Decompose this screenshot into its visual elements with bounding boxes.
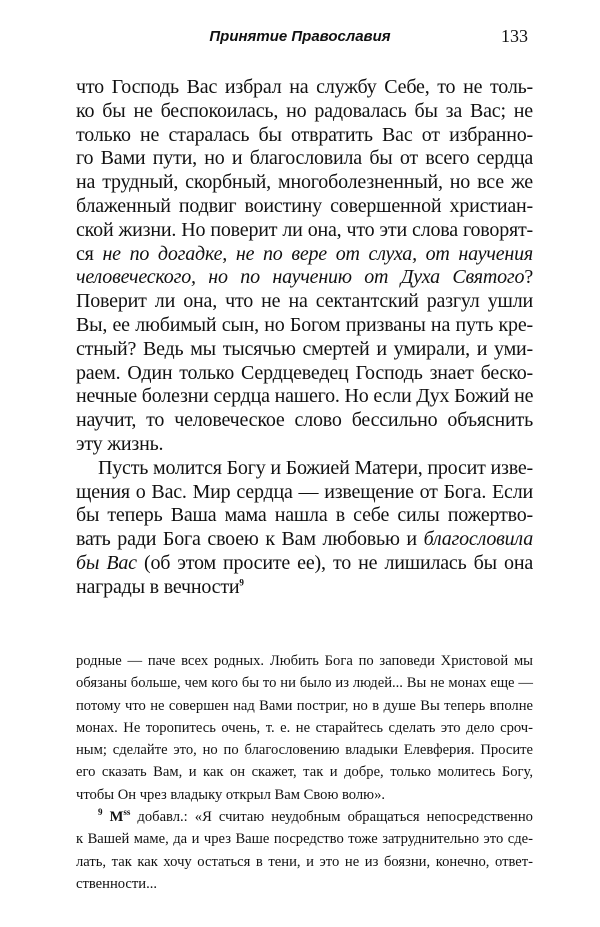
text-line xyxy=(76,338,533,362)
text-line xyxy=(76,433,533,457)
running-header-title: Принятие Православия xyxy=(209,28,391,45)
footnote-line xyxy=(76,828,533,850)
text-line xyxy=(76,100,533,124)
text-segment: только не старалась бы отвратить Вас от избранно- xyxy=(76,123,533,146)
footnote-line xyxy=(76,739,533,761)
text-line xyxy=(76,576,533,600)
text-segment: го Вами пути, но и благословила бы от всего сердца xyxy=(76,147,533,170)
text-segment: блаженный подвиг воистину совершенной христиан- xyxy=(76,194,533,217)
footnote-line xyxy=(76,761,533,783)
text-line xyxy=(76,552,533,576)
footnote-text: чтобы Он чрез владыку открыл Вам Свою волю». xyxy=(76,786,386,803)
text-segment: не по догадке, не по вере от слуха, от научения xyxy=(102,242,533,265)
text-line xyxy=(76,314,533,338)
text-segment: раем. Один только Сердцеведец Господь знает беско- xyxy=(76,361,533,384)
footnote-line xyxy=(76,784,533,806)
text-line xyxy=(76,266,533,290)
footnote-text: потому что не совершен над Вами постриг, но в душе Вы теперь вполне xyxy=(76,697,533,714)
text-line xyxy=(76,171,533,195)
text-line xyxy=(76,362,533,386)
text-segment: Пусть молится Богу и Божией Матери, просит изве- xyxy=(98,456,533,479)
footnote-line xyxy=(76,672,533,694)
footnote-text: к Вашей маме, да и чрез Ваше посредство тоже затруднительно это сде- xyxy=(76,831,533,848)
text-line xyxy=(76,504,533,528)
footnote-line xyxy=(76,717,533,739)
text-line xyxy=(76,457,533,481)
footnote-ref: 9 xyxy=(239,577,244,588)
footnote-text: его сказать Вам, и как он скажет, так и добре, только молитесь Богу, xyxy=(76,764,533,781)
footnote-text: ственности... xyxy=(76,875,158,892)
text-line xyxy=(76,409,533,433)
text-segment: щения о Вас. Мир сердца — извещение от Бога. Если xyxy=(76,480,533,503)
text-line xyxy=(76,481,533,505)
text-segment: ? xyxy=(524,266,533,289)
text-line xyxy=(76,528,533,552)
text-line xyxy=(76,243,533,267)
footnote-text: обязаны больше, чем кого бы то ни было из людей... Вы не монах еще — xyxy=(76,675,533,692)
footnote-line xyxy=(76,873,533,895)
page-number: 133 xyxy=(501,26,528,46)
text-segment: награды в вечности xyxy=(76,575,240,598)
text-segment: нечные болезни сердца нашего. Но если Дух Божий не xyxy=(76,385,534,408)
footnote-author: М xyxy=(109,809,124,826)
text-segment: ко бы не беспокоилась, но радовалась бы за Вас; не xyxy=(76,99,533,122)
text-line xyxy=(76,219,533,243)
text-segment: Вы, ее любимый сын, но Богом призваны на путь кре- xyxy=(76,313,533,336)
footnote-text: ным; сделайте это, но по благословению владыки Елевферия. Просите xyxy=(76,742,533,759)
text-segment: вать ради Бога своею к Вам любовью и xyxy=(76,528,424,551)
text-segment: Поверит ли она, что не на сектантский разгул ушли xyxy=(76,290,533,313)
text-segment: ся xyxy=(76,242,103,265)
text-line xyxy=(76,76,533,100)
text-segment: эту жизнь. xyxy=(76,432,164,455)
text-line xyxy=(76,124,533,148)
text-segment: бы Вас xyxy=(76,551,137,574)
text-segment: на трудный, скорбный, многоболезненный, но все же xyxy=(76,171,533,194)
footnote-line xyxy=(76,851,533,873)
footnote-text: лать, так как хочу остаться в тени, и это не из боязни, конечно, ответ- xyxy=(76,853,533,870)
text-segment: ской жизни. Но поверит ли она, что эти слова говорят- xyxy=(76,218,533,241)
text-line xyxy=(76,147,533,171)
text-line xyxy=(76,385,533,409)
footnote-author-sup: ss xyxy=(123,807,131,818)
text-segment: что Господь Вас избрал на службу Себе, то не толь- xyxy=(76,76,533,98)
text-segment: человеческого, но по научению от Духа Святого xyxy=(76,266,525,289)
footnote-text: монах. Не торопитесь очень, т. е. не старайтесь сделать это дело сроч- xyxy=(76,719,533,736)
text-segment: научит, то человеческое слово бессильно объяснить xyxy=(76,409,533,432)
text-line xyxy=(76,290,533,314)
text-segment: благословила xyxy=(423,528,533,551)
footnote-line xyxy=(76,695,533,717)
main-text xyxy=(76,76,533,600)
footnote-text: родные — паче всех родных. Любить Бога по заповеди Христовой мы xyxy=(76,653,533,669)
footnote-text: добавл.: «Я считаю неудобным обращаться непосредственно xyxy=(137,809,533,826)
footnote-line xyxy=(76,806,533,828)
footnote-number: 9 xyxy=(98,807,103,818)
footnote-line xyxy=(76,650,533,672)
text-segment: (об этом просите ее), то не лишилась бы она xyxy=(136,551,534,574)
footnotes xyxy=(76,650,533,895)
text-segment: стный? Ведь мы тысячью смертей и умирали, и уми- xyxy=(76,337,533,360)
text-segment: бы теперь Ваша мама нашла в себе силы пожертво- xyxy=(76,504,533,527)
text-line xyxy=(76,195,533,219)
